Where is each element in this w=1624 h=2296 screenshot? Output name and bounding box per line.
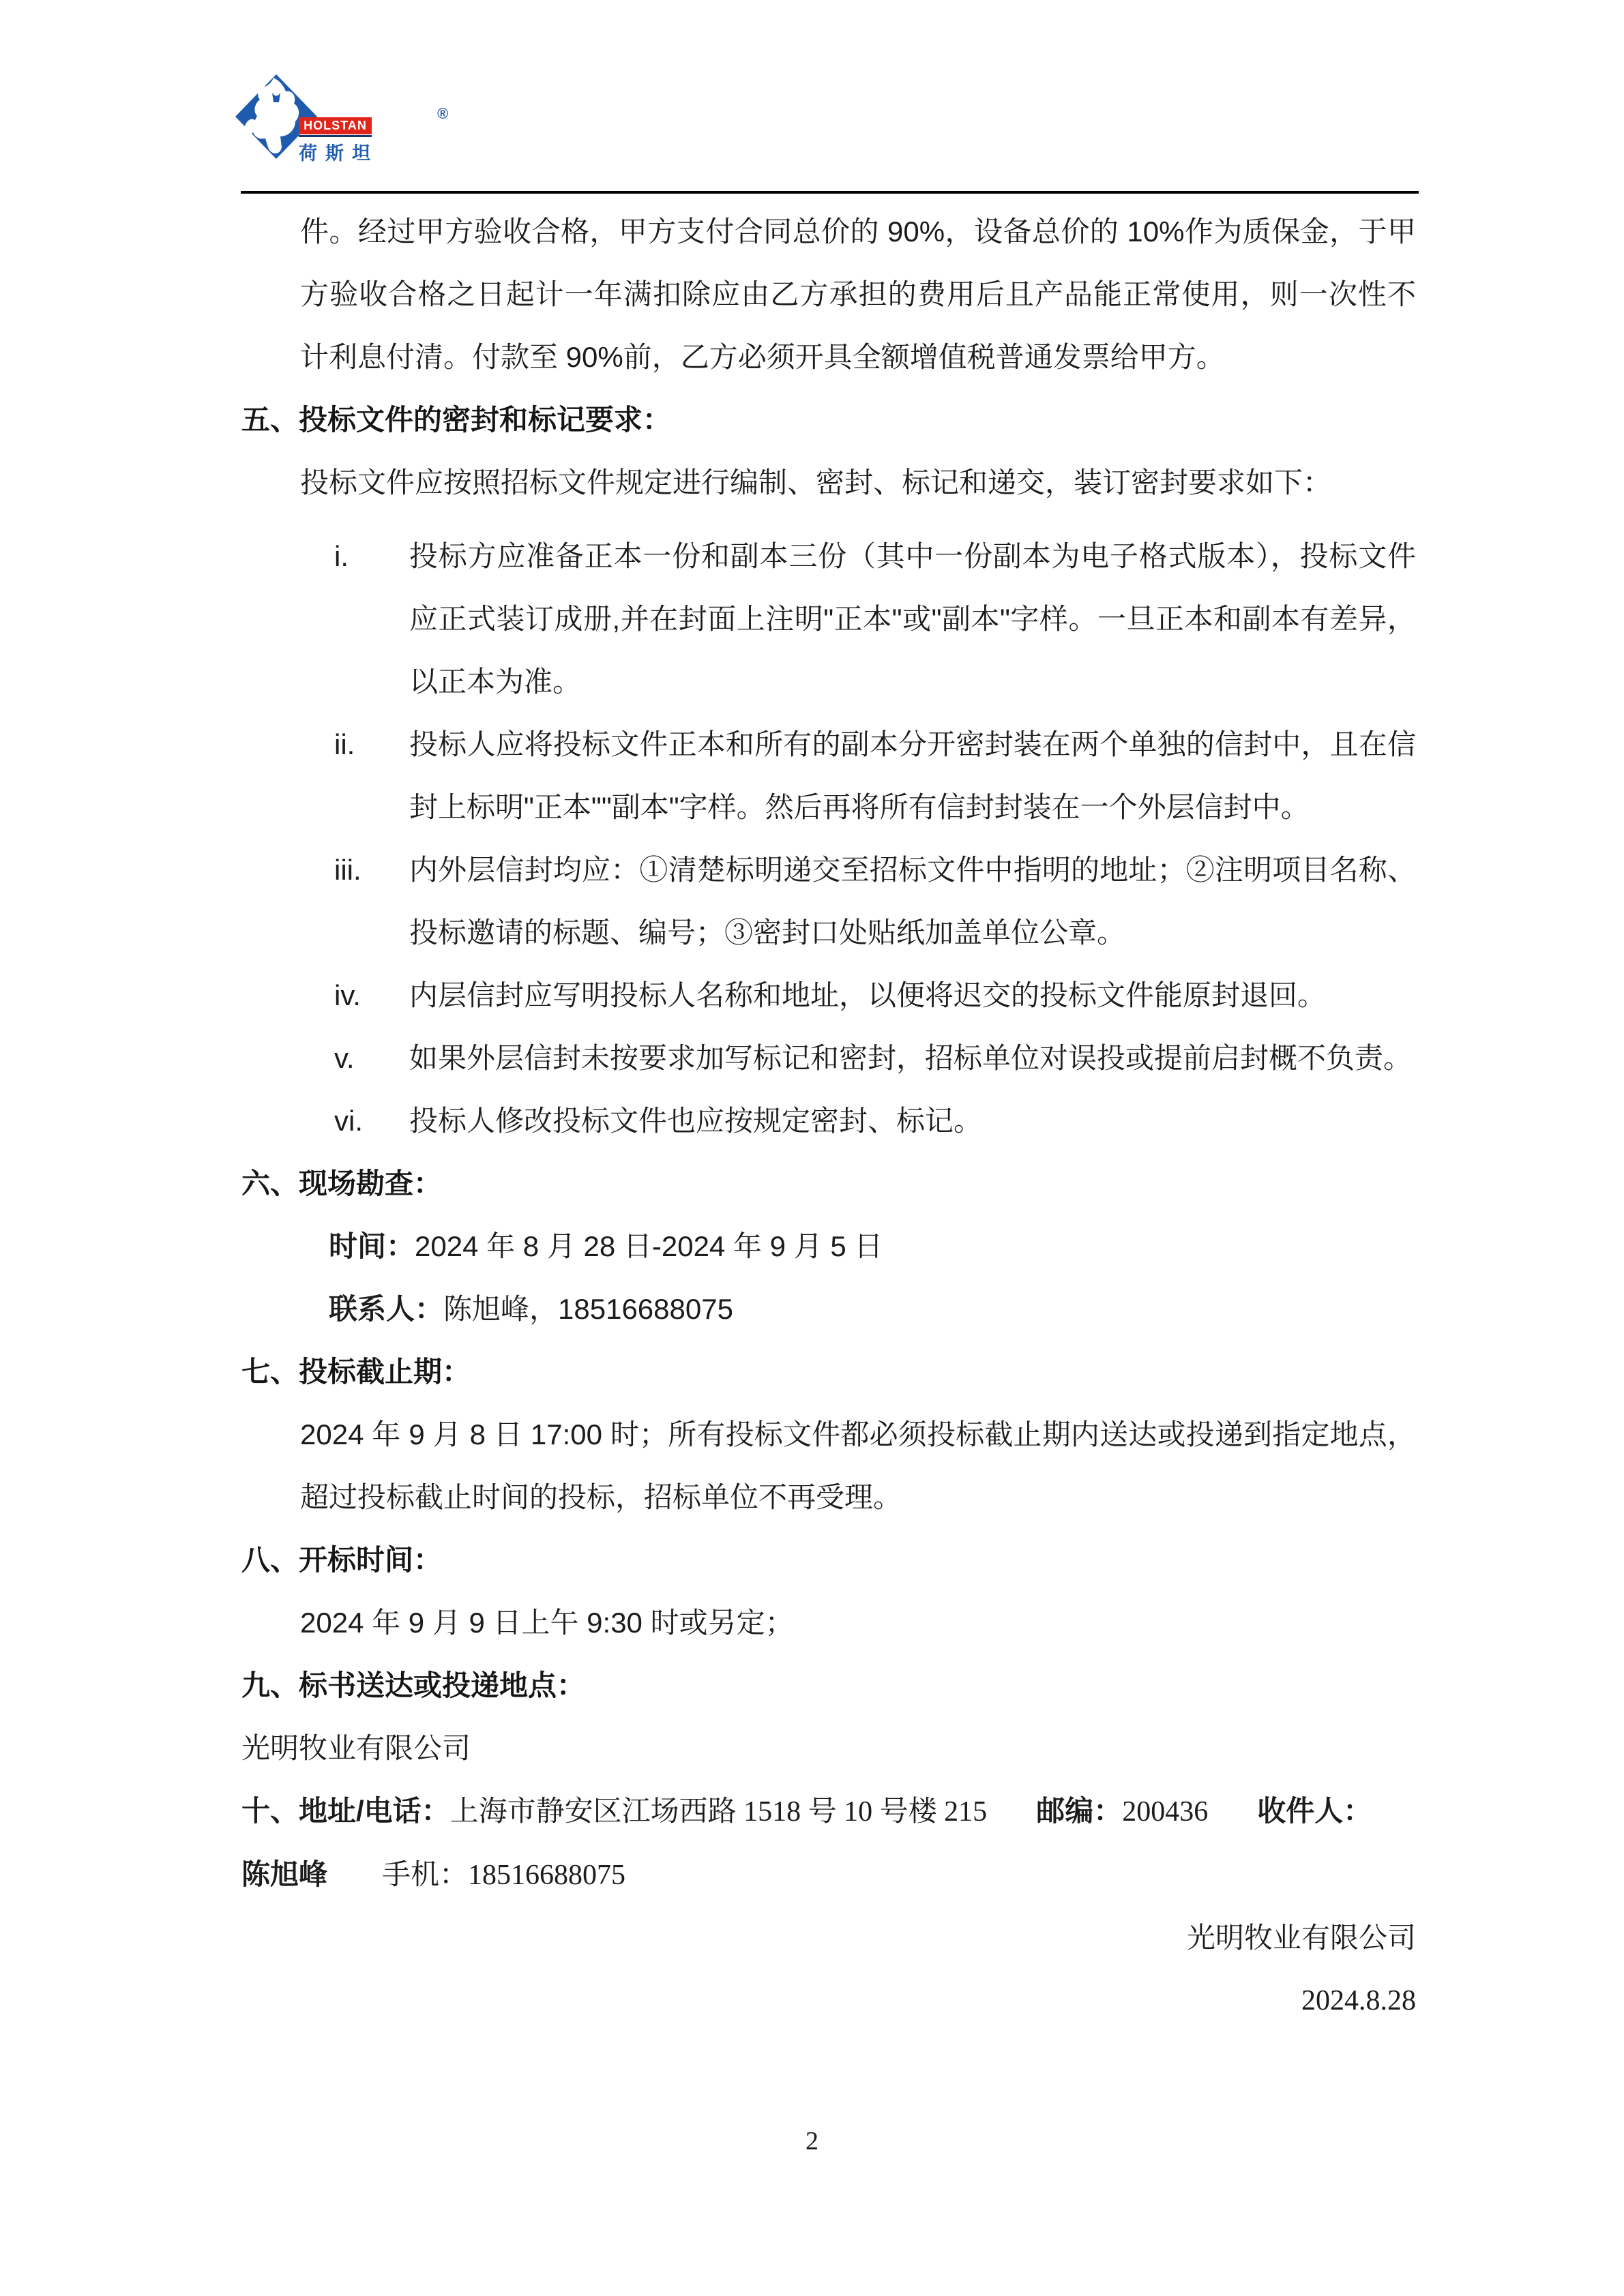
list-item (241, 964, 1416, 1027)
section-7-heading: 七、投标截止期： (241, 1356, 471, 1388)
postcode-label: 邮编： (1036, 1795, 1123, 1827)
brand-name-en: HOLSTAN (299, 117, 372, 134)
signature-date: 2024.8.28 (1301, 1985, 1416, 2016)
list-item-text: 内层信封应写明投标人名称和地址，以便将迟交的投标文件能原封退回。 (409, 979, 1327, 1011)
address-line (241, 1780, 1416, 1843)
time-label: 时间： (329, 1230, 415, 1262)
section-10-heading: 十、地址/电话： (241, 1795, 450, 1827)
list-item-number: v. (334, 1042, 355, 1074)
registered-trademark-icon: ® (437, 105, 449, 122)
brand-underline (299, 135, 372, 137)
bid-opening-time: 2024 年 9 月 9 日上午 9:30 时或另定； (300, 1607, 794, 1639)
recipient-name: 陈旭峰 (241, 1858, 328, 1890)
signature-company: 光明牧业有限公司 (1186, 1922, 1416, 1954)
company-logo (234, 72, 449, 168)
list-item-number: iv. (334, 979, 361, 1011)
mobile-label: 手机： (382, 1858, 469, 1890)
bid-deadline-paragraph: 2024 年 9 月 8 日 17:00 时；所有投标文件都必须投标截止期内送达或投递到指定地点，超过投标截止时间的投标，招标单位不再受理。 (300, 1418, 1416, 1513)
logo-wordmark (299, 105, 449, 165)
brand-name-cn: 荷斯坦 (299, 143, 379, 164)
section-6-heading: 六、现场勘查： (241, 1167, 443, 1199)
section-8-heading: 八、开标时间： (241, 1544, 443, 1576)
list-item-text: 投标方应准备正本一份和副本三份（其中一份副本为电子格式版本），投标文件应正式装订成册,并在封面上注明"正本"或"副本"字样。一旦正本和副本有差异，以正本为准。 (409, 540, 1416, 698)
address-value: 上海市静安区江场西路 1518 号 10 号楼 215 (449, 1796, 988, 1828)
contact-label: 联系人： (329, 1293, 444, 1325)
list-item-text: 投标人修改投标文件也应按规定密封、标记。 (409, 1105, 983, 1137)
list-item (241, 713, 1416, 839)
section-5-intro: 投标文件应按照招标文件规定进行编制、密封、标记和递交，装订密封要求如下： (300, 466, 1332, 498)
delivery-company: 光明牧业有限公司 (241, 1732, 471, 1764)
list-item (241, 839, 1416, 964)
list-item (241, 1090, 1416, 1152)
site-survey-time (241, 1215, 1416, 1278)
list-item-number: iii. (334, 854, 361, 886)
recipient-label: 收件人： (1257, 1795, 1372, 1827)
document-body (241, 200, 1416, 2032)
list-item-number: ii. (334, 728, 355, 760)
section-9-heading: 九、标书送达或投递地点： (241, 1669, 586, 1701)
section-5-heading: 五、投标文件的密封和标记要求： (241, 404, 672, 436)
list-item-text: 投标人应将投标文件正本和所有的副本分开密封装在两个单独的信封中，且在信封上标明"正本""副本"字样。然后再将所有信封封装在一个外层信封中。 (409, 728, 1416, 823)
list-item-text: 如果外层信封未按要求加写标记和密封，招标单位对误投或提前启封概不负责。 (409, 1042, 1413, 1074)
list-item (241, 1027, 1416, 1090)
list-item-text: 内外层信封均应：①清楚标明递交至招标文件中指明的地址；②注明项目名称、投标邀请的标题、编号；③密封口处贴纸加盖单位公章。 (409, 854, 1416, 949)
page-number: 2 (806, 2127, 818, 2156)
list-item-number: i. (334, 540, 349, 572)
header-divider (241, 191, 1419, 194)
payment-terms-paragraph: 件。经过甲方验收合格，甲方支付合同总价的 90%，设备总价的 10%作为质保金，于甲方验收合格之日起计一年满扣除应由乙方承担的费用后且产品能正常使用，则一次性不计利息付清。付款至 90%前，乙方必须开具全额增值税普通发票给甲方。 (300, 215, 1416, 373)
list-item-number: vi. (334, 1105, 363, 1137)
list-item (241, 525, 1416, 713)
mobile-value: 18516688075 (468, 1860, 626, 1891)
time-value: 2024 年 8 月 28 日-2024 年 9 月 5 日 (415, 1230, 883, 1262)
site-survey-contact (241, 1278, 1416, 1341)
sealing-requirements-list (241, 525, 1416, 1152)
postcode-value: 200436 (1122, 1796, 1209, 1828)
contact-value: 陈旭峰，18516688075 (443, 1293, 733, 1325)
recipient-line (241, 1843, 1416, 1907)
